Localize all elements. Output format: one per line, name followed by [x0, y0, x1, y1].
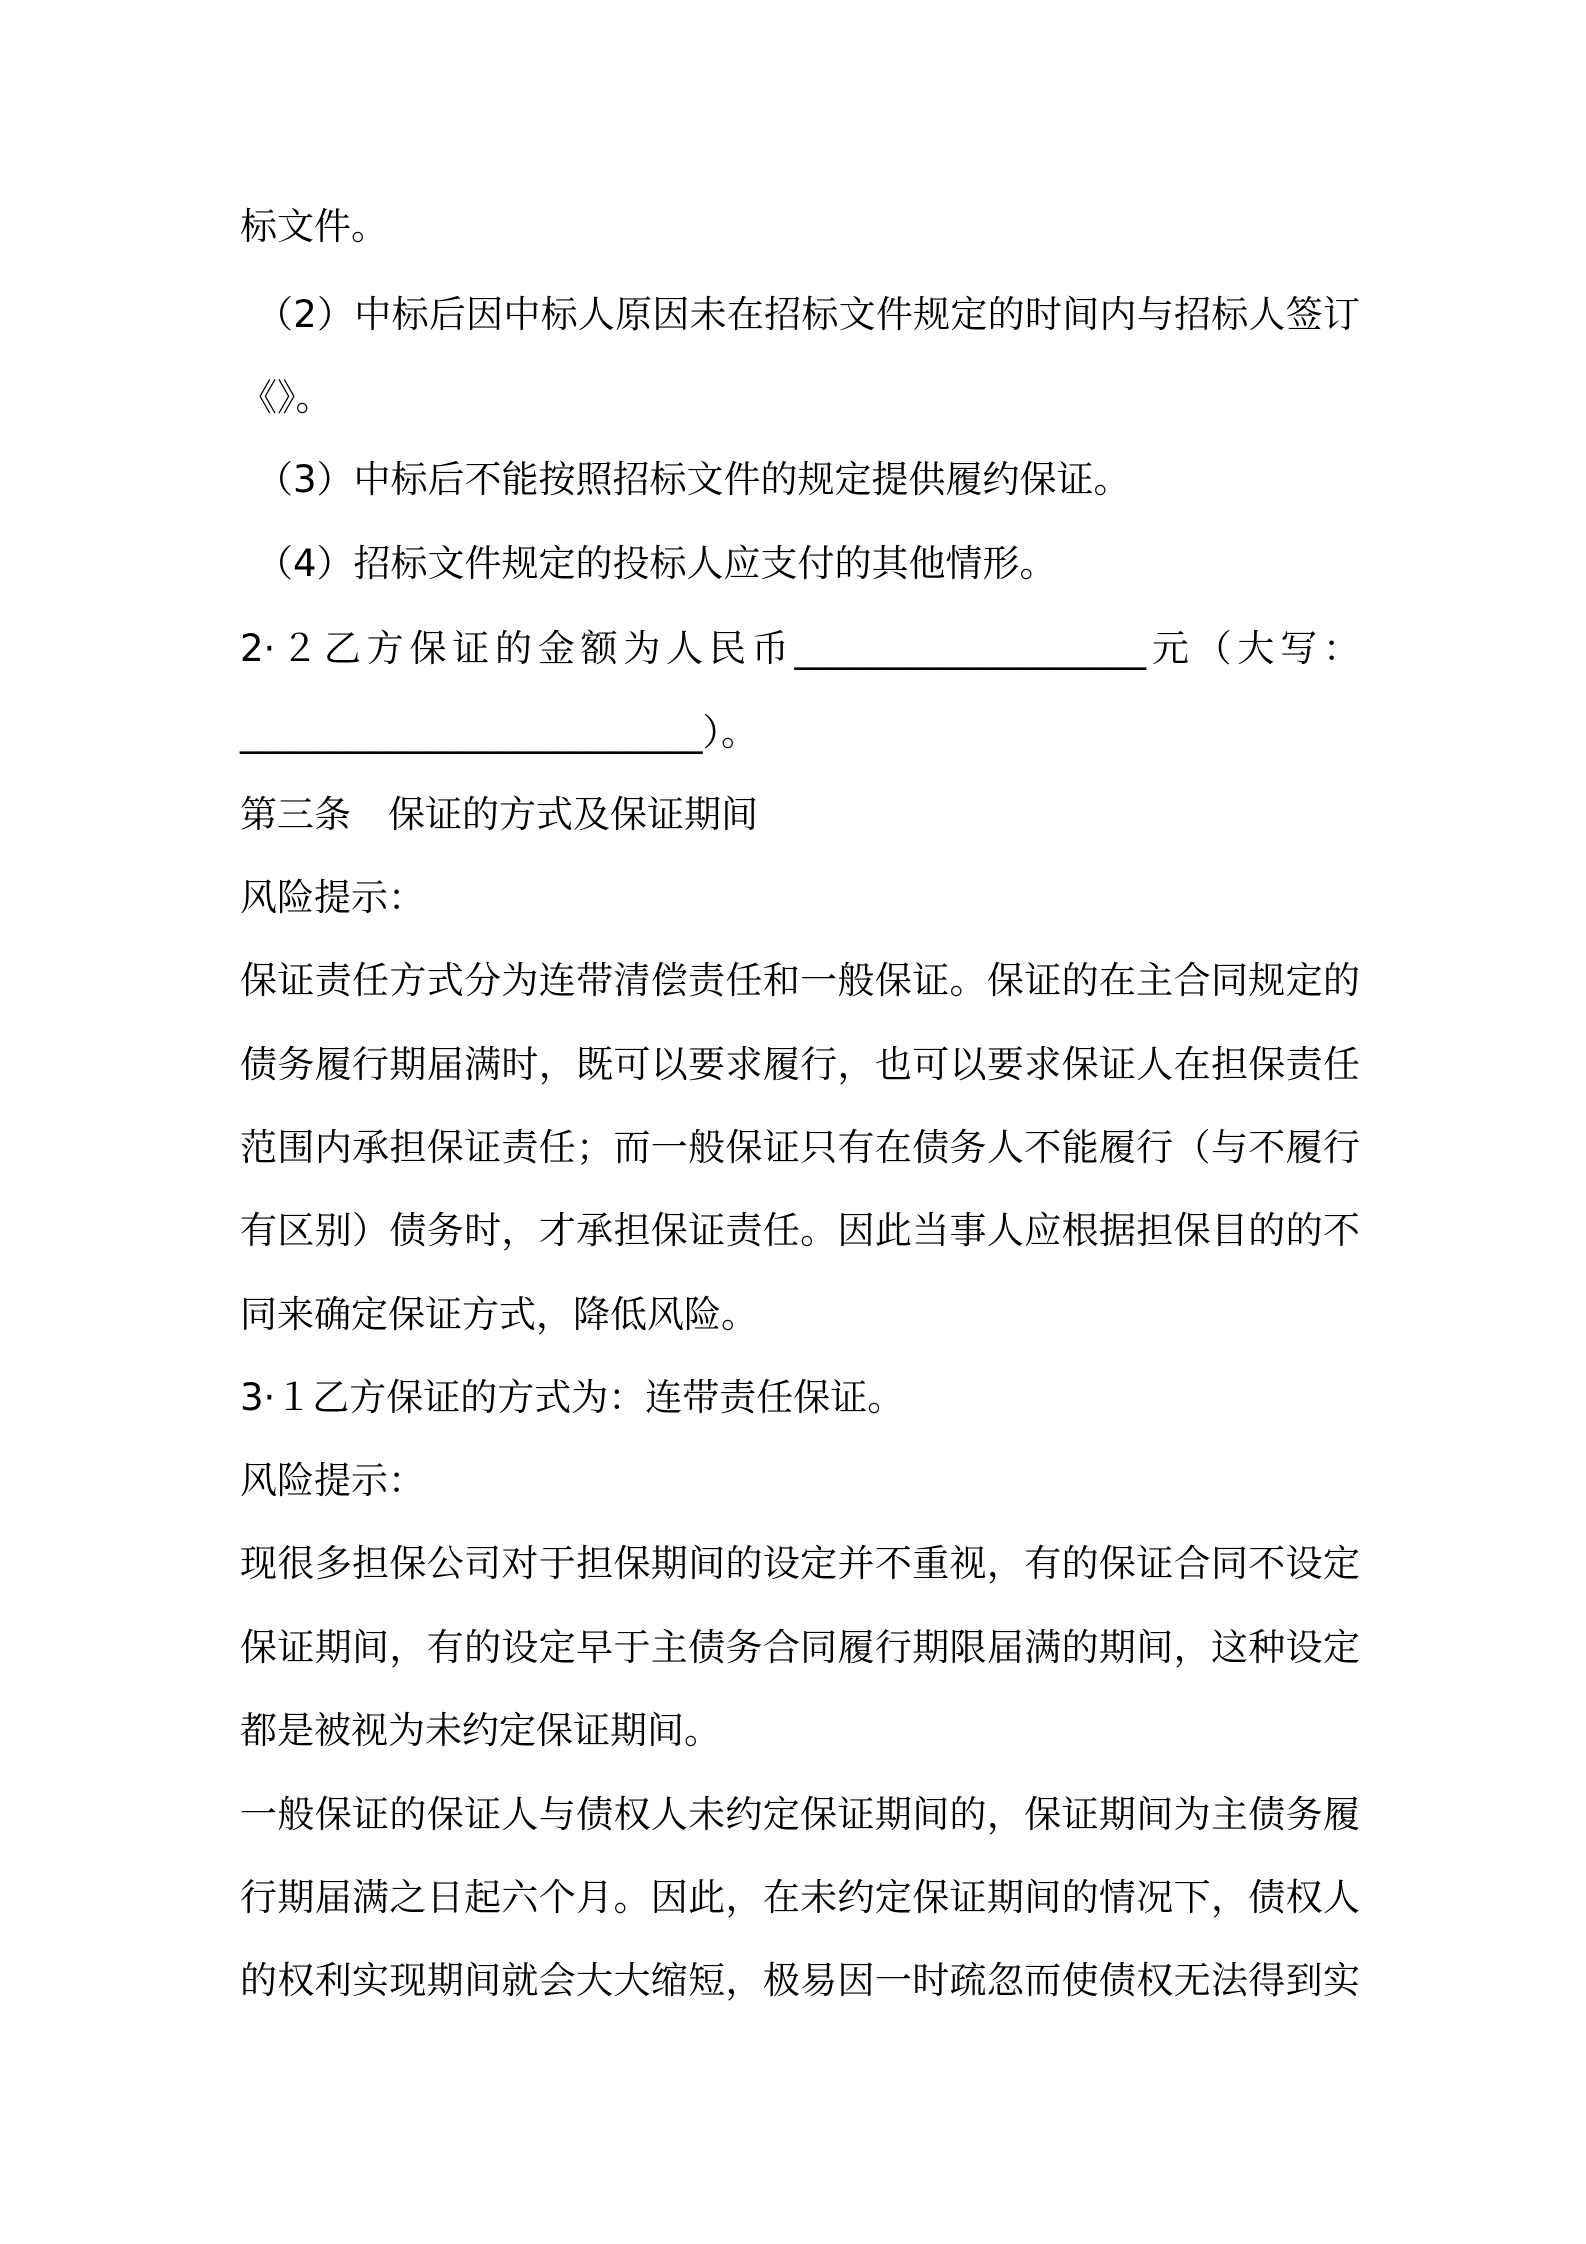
clause-2-2-continued: _________________________）。: [240, 711, 758, 754]
paragraph-line: 保证期间，有的设定早于主债务合同履行期限届满的期间，这种设定: [240, 1626, 1360, 1669]
risk-notice-label: 风险提示：: [240, 1459, 425, 1502]
paragraph-line: 债务履行期届满时，既可以要求履行，也可以要求保证人在担保责任: [240, 1043, 1360, 1086]
paragraph-line: 行期届满之日起六个月。因此，在未约定保证期间的情况下，债权人: [240, 1876, 1360, 1919]
text-line-3: 《》。: [240, 376, 333, 419]
paragraph-line: 现很多担保公司对于担保期间的设定并不重视，有的保证合同不设定: [240, 1542, 1360, 1585]
paragraph-line: 保证责任方式分为连带清偿责任和一般保证。保证的在主合同规定的: [240, 959, 1360, 1002]
paragraph-line: 都是被视为未约定保证期间。: [240, 1709, 721, 1752]
clause-3-1: 3·１乙方保证的方式为：连带责任保证。: [240, 1376, 905, 1419]
article-3-heading: 第三条 保证的方式及保证期间: [240, 793, 758, 836]
list-item-2: （2）中标后因中标人原因未在招标文件规定的时间内与招标人签订: [256, 293, 1360, 336]
paragraph-line: 一般保证的保证人与债权人未约定保证期间的，保证期间为主债务履: [240, 1793, 1360, 1836]
paragraph-line: 有区别）债务时，才承担保证责任。因此当事人应根据担保目的的不: [240, 1209, 1360, 1252]
paragraph-line: 的权利实现期间就会大大缩短，极易因一时疏忽而使债权无法得到实: [240, 1959, 1360, 2002]
list-item-4: （4）招标文件规定的投标人应支付的其他情形。: [256, 542, 1057, 585]
clause-2-2: 2·２乙方保证的金额为人民币___________________元（大写：: [240, 627, 1360, 670]
paragraph-line: 范围内承担保证责任；而一般保证只有在债务人不能履行（与不履行: [240, 1126, 1360, 1169]
text-line-1: 标文件。: [240, 205, 388, 248]
paragraph-line: 同来确定保证方式，降低风险。: [240, 1293, 758, 1336]
list-item-3: （3）中标后不能按照招标文件的规定提供履约保证。: [256, 458, 1131, 501]
risk-notice-label: 风险提示：: [240, 876, 425, 919]
